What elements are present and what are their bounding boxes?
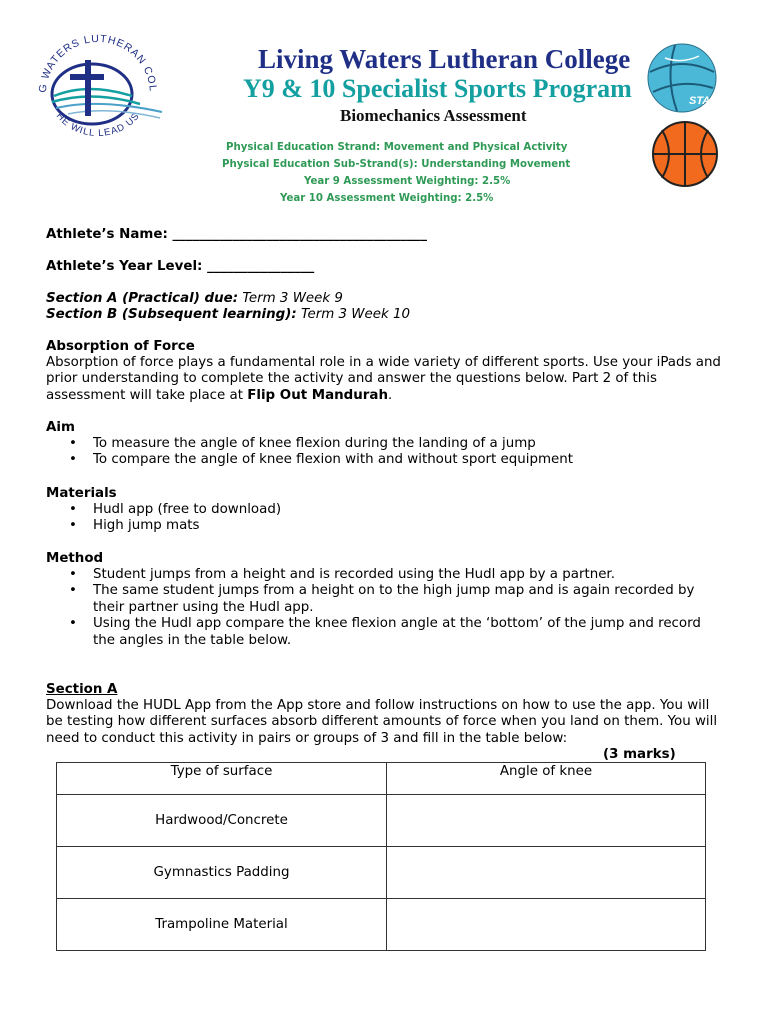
table-header-surface: Type of surface xyxy=(57,763,387,795)
year9-weighting: Year 9 Assessment Weighting: 2.5% xyxy=(304,176,511,187)
absorption-text: Absorption of force plays a fundamental role in a wide variety of different sports. Use your iPads and prior understanding to complete the activity and answer the questions below. Part 2 of this assessment will take place at xyxy=(46,355,721,403)
absorption-paragraph xyxy=(46,355,726,404)
method-heading: Method xyxy=(46,551,104,566)
section-b-due xyxy=(46,307,410,322)
section-b-due-value: Term 3 Week 10 xyxy=(300,307,411,322)
table-row xyxy=(57,899,706,951)
materials-item: • Hudl app (free to download) xyxy=(46,502,706,518)
surface-cell: Hardwood/Concrete xyxy=(57,795,387,847)
substrand-text: Physical Education Sub-Strand(s): Understanding Movement xyxy=(222,159,571,170)
materials-heading: Materials xyxy=(46,486,117,501)
college-title: Living Waters Lutheran College xyxy=(258,44,631,74)
materials-list xyxy=(46,502,706,535)
athlete-year-field[interactable] xyxy=(46,259,314,274)
surface-table xyxy=(56,762,706,951)
netball-image xyxy=(645,42,719,114)
aim-list xyxy=(46,436,706,469)
table-row xyxy=(57,795,706,847)
surface-cell: Trampoline Material xyxy=(57,899,387,951)
assessment-title: Biomechanics Assessment xyxy=(340,106,527,125)
table-header-row xyxy=(57,763,706,795)
absorption-heading: Absorption of Force xyxy=(46,339,195,354)
aim-heading: Aim xyxy=(46,420,75,435)
section-a-due-value: Term 3 Week 9 xyxy=(242,291,343,306)
svg-text:HE WILL LEAD US: HE WILL LEAD US xyxy=(53,110,143,139)
program-title: Y9 & 10 Specialist Sports Program xyxy=(243,74,632,103)
angle-input-cell[interactable] xyxy=(387,847,706,899)
year10-weighting: Year 10 Assessment Weighting: 2.5% xyxy=(280,193,494,204)
section-a-due-label: Section A (Practical) due: xyxy=(46,291,239,306)
svg-text:STAR: STAR xyxy=(689,95,719,107)
method-item: • Student jumps from a height and is recorded using the Hudl app by a partner. xyxy=(46,567,706,583)
athlete-name-field[interactable] xyxy=(46,227,427,242)
method-item: • The same student jumps from a height on to the high jump map and is again recorded by their partner using the Hudl app. xyxy=(46,583,706,616)
strand-text: Physical Education Strand: Movement and Physical Activity xyxy=(226,142,568,153)
angle-input-cell[interactable] xyxy=(387,899,706,951)
marks-label: (3 marks) xyxy=(603,747,676,762)
method-item: • Using the Hudl app compare the knee flexion angle at the ‘bottom’ of the jump and record the angles in the table below. xyxy=(46,616,706,649)
athlete-year-blank[interactable]: ________________ xyxy=(207,259,315,274)
materials-item: • High jump mats xyxy=(46,518,706,534)
angle-input-cell[interactable] xyxy=(387,795,706,847)
method-list xyxy=(46,567,706,649)
table-row xyxy=(57,847,706,899)
surface-cell: Gymnastics Padding xyxy=(57,847,387,899)
aim-item: • To measure the angle of knee flexion during the landing of a jump xyxy=(46,436,706,452)
section-a-text: Download the HUDL App from the App store and follow instructions on how to use the app. You will be testing how different surfaces absorb different amounts of force when you land on them. You will need to conduct this activity in pairs or groups of 3 and fill in the table below: xyxy=(46,698,718,746)
section-a-due xyxy=(46,291,343,306)
aim-item: • To compare the angle of knee flexion with and without sport equipment xyxy=(46,452,706,468)
athlete-name-label: Athlete’s Name: xyxy=(46,227,168,242)
section-a-heading: Section A xyxy=(46,682,118,697)
absorption-text-end: . xyxy=(387,387,393,403)
absorption-venue: Flip Out Mandurah xyxy=(247,387,388,403)
basketball-image xyxy=(650,120,720,188)
table-header-angle: Angle of knee xyxy=(387,763,706,795)
athlete-year-label: Athlete’s Year Level: xyxy=(46,259,203,274)
svg-text:LIVING WATERS LUTHERAN COLLEGE: G WATERS LUTHERAN COL xyxy=(36,32,160,94)
section-b-due-label: Section B (Subsequent learning): xyxy=(46,307,297,322)
college-logo xyxy=(28,26,168,146)
athlete-name-blank[interactable]: ______________________________________ xyxy=(172,227,427,242)
